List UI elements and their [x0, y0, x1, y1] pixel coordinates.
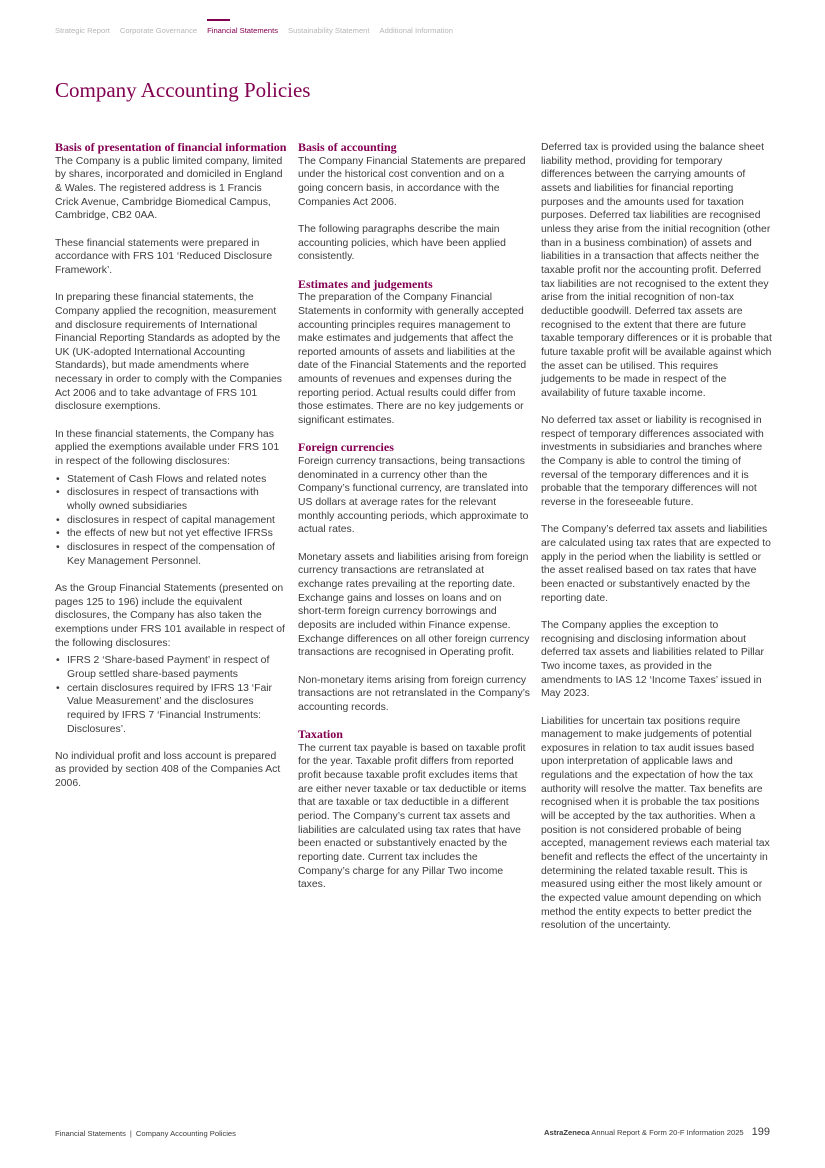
column-left [55, 141, 287, 804]
heading-taxation: Taxation [298, 727, 343, 742]
nav-financial-statements[interactable]: Financial Statements [207, 26, 279, 35]
paragraph: The current tax payable is based on taxable profit for the year. Taxable profit differs from reported profit because taxable profit excludes items that are either never taxable or tax deductible or items that are taxable or tax deductible in a different period. The Company’s current tax assets and liabilities are calculated using tax rates that have been enacted or substantively enacted by the reporting date. Current tax includes the Company’s charge for any Pillar Two income taxes. [298, 742, 527, 891]
group-exemptions-list [55, 654, 287, 736]
footer-separator: | [129, 1129, 132, 1138]
heading-basis-of-presentation: Basis of presentation of financial information [55, 140, 287, 154]
footer-section-link[interactable]: Financial Statements [55, 1129, 126, 1138]
paragraph: These financial statements were prepared in accordance with FRS 101 ‘Reduced Disclosure Framework’. [55, 237, 273, 276]
paragraph: No individual profit and loss account is prepared as provided by section 408 of the Companies Act 2006. [55, 750, 281, 790]
exemptions-list [55, 473, 287, 569]
list-item: • disclosures in respect of transactions with wholly owned subsidiaries [67, 486, 287, 513]
paragraph: The preparation of the Company Financial Statements in conformity with generally accepted accounting principles requires management to make estimates and judgements that affect the reported amounts of assets and liabilities at the date of the Financial Statements and the reported amounts of revenues and expenses during the reporting period. Actual results could differ from those estimates. There are no key judgements or significant estimates. [298, 292, 527, 427]
paragraph: Deferred tax is provided using the balance sheet liability method, providing for temporary differences between the carrying amounts of assets and liabilities for financial reporting purposes and the amounts used for taxation purposes. Deferred tax liabilities are recognised unless they arise from the initial recognition (other than in a business combination) of assets and liabilities in a transaction that affects neither the taxable profit nor the accounting profit. Deferred tax liabilities are not recognised to the extent they arise from the initial recognition of non-tax deductible goodwill. Deferred tax assets are recognised to the extent that there are future taxable temporary differences or it is probable that future taxable profit will be available against which the asset can be utilised. This requires judgements to be made in respect of the availability of future taxable income. [541, 142, 772, 399]
paragraph: In these financial statements, the Company has applied the exemptions available under FRS 101 in respect of the following disclosures: [55, 428, 280, 468]
list-item: • the effects of new but not yet effective IFRSs [67, 527, 287, 541]
paragraph: Liabilities for uncertain tax positions require management to make judgements of potential exposures in relation to tax audit issues based upon interpretation of applicable laws and regulations and the expectation of how the tax authority will resolve the matter. Tax benefits are recognised when it is probable the tax positions will be accepted by the tax authorities. When a position is not considered probable of being accepted, management reviews each material tax benefit and reflects the effect of the uncertainty in determining the related taxable result. This is measured using either the most likely amount or the expected value amount depending on which method the entity expects to better predict the resolution of the uncertainty. [541, 715, 770, 932]
list-item: • certain disclosures required by IFRS 13 ‘Fair Value Measurement’ and the disclosures required by IFRS 7 ‘Financial Instruments: Disclosures’. [67, 682, 287, 737]
list-item: • Statement of Cash Flows and related notes [67, 473, 287, 487]
footer-breadcrumb [55, 1129, 236, 1138]
heading-estimates-and-judgements: Estimates and judgements [298, 276, 433, 291]
nav-additional-information[interactable]: Additional Information [379, 26, 453, 35]
paragraph: Monetary assets and liabilities arising from foreign currency transactions are retranslated at exchange rates prevailing at the reporting date. Exchange gains and losses on loans and on short-term foreign currency borrowings and deposits are included within Finance expense. Exchange differences on all other foreign currency transactions are recognised in Operating profit. [298, 551, 530, 659]
paragraph: The Company is a public limited company, limited by shares, incorporated and domiciled in England & Wales. The registered address is 1 Francis Crick Avenue, Cambridge Biomedical Campus, Cambridge, CB2 0AA. [55, 155, 283, 222]
nav-strategic-report[interactable]: Strategic Report [55, 26, 110, 35]
list-item: • disclosures in respect of the compensation of Key Management Personnel. [67, 541, 287, 568]
nav-sustainability-statement[interactable]: Sustainability Statement [288, 26, 370, 35]
paragraph: Foreign currency transactions, being transactions denominated in a currency other than the Company’s functional currency, are translated into US dollars at average rates for the relevant monthly accounting periods, which approximate to actual rates. [298, 456, 529, 536]
paragraph: The following paragraphs describe the main accounting policies, which have been applied consistently. [298, 223, 506, 263]
column-middle [298, 141, 530, 906]
page-number: 199 [751, 1126, 770, 1138]
page-title: Company Accounting Policies [55, 78, 311, 102]
paragraph: As the Group Financial Statements (presented on pages 125 to 196) include the equivalent disclosures, the Company has also taken the exemptions under FRS 101 available in respect of the following disclosures: [55, 582, 285, 649]
footer-brand: AstraZeneca [543, 1128, 590, 1137]
paragraph: The Company’s deferred tax assets and liabilities are calculated using tax rates that are expected to apply in the period when the liability is settled or the asset realised based on tax rates that have been enacted or substantively enacted by the reporting date. [541, 524, 771, 604]
footer-report-title: Annual Report & Form 20-F Information 2025 [589, 1128, 744, 1137]
footer-report-info [544, 1126, 770, 1138]
nav-corporate-governance[interactable]: Corporate Governance [119, 26, 198, 35]
paragraph: The Company Financial Statements are prepared under the historical cost convention and on a going concern basis, in accordance with the Companies Act 2006. [298, 155, 526, 208]
paragraph: No deferred tax asset or liability is recognised in respect of temporary differences associated with investments in subsidiaries and branches where the Company is able to control the timing of reversal of the temporary differences and it is probable that the temporary differences will not reverse in the foreseeable future. [541, 415, 764, 509]
list-item: • disclosures in respect of capital management [67, 514, 287, 528]
paragraph: The Company applies the exception to recognising and disclosing information about deferred tax assets and liabilities related to Pillar Two income taxes, as provided in the amendments to IAS 12 ‘Income Taxes’ issued in May 2023. [541, 619, 764, 700]
footer-page-name: Company Accounting Policies [135, 1129, 236, 1138]
column-right [541, 141, 773, 947]
heading-basis-of-accounting: Basis of accounting [298, 140, 397, 154]
top-navigation [55, 26, 453, 35]
heading-foreign-currencies: Foreign currencies [298, 440, 394, 455]
paragraph: Non-monetary items arising from foreign currency transactions are not retranslated in the Company’s accounting records. [298, 674, 530, 713]
list-item: • IFRS 2 ‘Share-based Payment’ in respect of Group settled share-based payments [67, 654, 287, 681]
paragraph: In preparing these financial statements, the Company applied the recognition, measurement and disclosure requirements of International Financial Reporting Standards as adopted by the UK (UK-adopted International Accounting Standards), but made amendments where necessary in order to comply with the Companies Act 2006 and to take advantage of FRS 101 disclosure exemptions. [55, 292, 282, 413]
